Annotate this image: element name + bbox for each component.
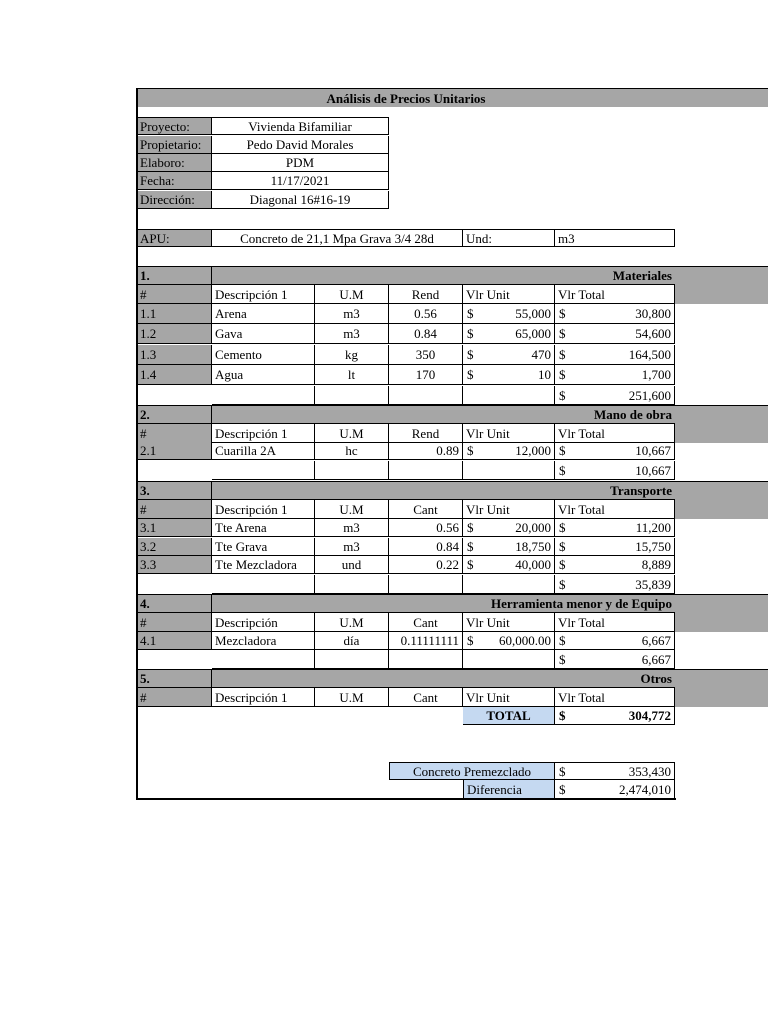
currency-symbol: $	[559, 763, 566, 779]
item-quantity[interactable]: 0.11111111	[389, 632, 463, 650]
section-band-extension	[675, 285, 768, 304]
item-unit-price	[463, 556, 555, 574]
column-header: Vlr Total	[555, 424, 675, 443]
item-description[interactable]: Agua	[212, 365, 315, 385]
amount-value: 470	[531, 347, 551, 362]
info-value[interactable]: PDM	[212, 154, 389, 172]
section-band-extension	[675, 405, 768, 424]
column-header: Descripción	[212, 613, 315, 632]
item-quantity[interactable]: 0.56	[389, 304, 463, 324]
info-value[interactable]: 11/17/2021	[212, 172, 389, 190]
column-header: Vlr Unit	[463, 424, 555, 443]
item-number: 3.1	[137, 519, 212, 537]
amount-value: 54,600	[635, 326, 671, 341]
item-quantity[interactable]: 170	[389, 365, 463, 385]
apu-label: APU:	[137, 229, 212, 247]
currency-symbol: $	[559, 576, 566, 592]
amount-value: 65,000	[515, 326, 551, 341]
section-title: Materiales	[212, 266, 675, 285]
item-number: 2.1	[137, 442, 212, 460]
column-header: U.M	[315, 688, 389, 707]
amount-value: 304,772	[628, 708, 671, 723]
item-unit[interactable]: día	[315, 632, 389, 650]
column-header: Descripción 1	[212, 285, 315, 304]
comparison-label: Diferencia	[463, 780, 555, 799]
column-header: Vlr Unit	[463, 285, 555, 304]
sheet-title: Análisis de Precios Unitarios	[137, 88, 675, 107]
currency-symbol: $	[467, 326, 474, 341]
item-total	[555, 556, 675, 574]
column-header: #	[137, 424, 212, 443]
column-header: U.M	[315, 613, 389, 632]
section-band-extension	[675, 669, 768, 688]
currency-symbol: $	[467, 443, 474, 458]
info-label: Fecha:	[137, 172, 212, 190]
empty-cell	[389, 575, 463, 594]
column-header: #	[137, 688, 212, 707]
currency-symbol: $	[467, 520, 474, 535]
item-unit[interactable]: m3	[315, 304, 389, 324]
amount-value: 10,667	[635, 462, 671, 478]
total-label: TOTAL	[463, 706, 555, 725]
empty-cell	[463, 461, 555, 480]
currency-symbol: $	[559, 520, 566, 535]
amount-value: 10,667	[635, 443, 671, 458]
item-quantity[interactable]: 0.22	[389, 556, 463, 574]
column-header: #	[137, 613, 212, 632]
item-number: 1.4	[137, 365, 212, 385]
item-unit-price	[463, 442, 555, 460]
section-number: 4.	[137, 594, 212, 613]
column-header: Descripción 1	[212, 500, 315, 519]
item-number: 4.1	[137, 632, 212, 650]
item-unit-price	[463, 519, 555, 537]
column-header: Vlr Unit	[463, 500, 555, 519]
item-total	[555, 365, 675, 385]
currency-symbol: $	[559, 347, 566, 362]
amount-value: 353,430	[628, 763, 671, 779]
info-value[interactable]: Vivienda Bifamiliar	[212, 117, 389, 135]
column-header: Vlr Unit	[463, 688, 555, 707]
amount-value: 55,000	[515, 306, 551, 321]
section-number: 1.	[137, 266, 212, 285]
currency-symbol: $	[467, 557, 474, 572]
item-unit-price	[463, 324, 555, 344]
item-total	[555, 519, 675, 537]
amount-value: 8,889	[641, 557, 671, 572]
currency-symbol: $	[467, 347, 474, 362]
item-unit-price	[463, 538, 555, 556]
empty-cell	[315, 650, 389, 669]
column-header: Cant	[389, 500, 463, 519]
currency-symbol: $	[559, 557, 566, 572]
item-quantity[interactable]: 350	[389, 345, 463, 365]
section-band-extension	[675, 481, 768, 500]
section-title: Transporte	[212, 481, 675, 500]
item-quantity[interactable]: 0.84	[389, 324, 463, 344]
empty-cell	[389, 461, 463, 480]
item-description[interactable]: Gava	[212, 324, 315, 344]
item-unit-price	[463, 365, 555, 385]
amount-value: 20,000	[515, 520, 551, 535]
item-unit[interactable]: und	[315, 556, 389, 574]
item-total	[555, 632, 675, 650]
section-band-extension	[675, 594, 768, 613]
column-header: Vlr Unit	[463, 613, 555, 632]
currency-symbol: $	[559, 539, 566, 554]
comparison-value	[555, 762, 675, 780]
section-band-extension	[675, 266, 768, 285]
info-label: Elaboro:	[137, 154, 212, 172]
item-unit[interactable]: kg	[315, 345, 389, 365]
amount-value: 40,000	[515, 557, 551, 572]
amount-value: 2,474,010	[619, 781, 671, 797]
item-unit[interactable]: hc	[315, 442, 389, 460]
column-header: Cant	[389, 688, 463, 707]
empty-cell	[463, 386, 555, 405]
column-header: Descripción 1	[212, 424, 315, 443]
info-value[interactable]: Diagonal 16#16-19	[212, 191, 389, 209]
item-unit-price	[463, 632, 555, 650]
column-header: #	[137, 500, 212, 519]
section-band-extension	[675, 500, 768, 519]
section-subtotal	[555, 575, 675, 594]
item-quantity[interactable]: 0.56	[389, 519, 463, 537]
sheet-left-border	[136, 88, 138, 800]
section-band-extension	[675, 424, 768, 443]
empty-cell	[315, 575, 389, 594]
section-title: Mano de obra	[212, 405, 675, 424]
info-value[interactable]: Pedo David Morales	[212, 136, 389, 154]
currency-symbol: $	[467, 306, 474, 321]
item-number: 1.2	[137, 324, 212, 344]
column-header: Vlr Total	[555, 285, 675, 304]
column-header: Vlr Total	[555, 500, 675, 519]
comparison-value	[555, 780, 675, 799]
section-number: 3.	[137, 481, 212, 500]
empty-cell	[212, 461, 315, 480]
item-number: 3.3	[137, 556, 212, 574]
column-header: Vlr Total	[555, 688, 675, 707]
currency-symbol: $	[559, 633, 566, 648]
empty-cell	[212, 386, 315, 405]
empty-cell	[463, 575, 555, 594]
currency-symbol: $	[559, 462, 566, 478]
section-band-extension	[675, 613, 768, 632]
currency-symbol: $	[467, 539, 474, 554]
item-unit[interactable]: m3	[315, 324, 389, 344]
column-header: U.M	[315, 424, 389, 443]
section-title: Otros	[212, 669, 675, 688]
item-unit[interactable]: m3	[315, 538, 389, 556]
section-title: Herramienta menor y de Equipo	[212, 594, 675, 613]
section-band-extension	[675, 688, 768, 707]
item-unit[interactable]: lt	[315, 365, 389, 385]
section-subtotal	[555, 650, 675, 669]
item-number: 3.2	[137, 538, 212, 556]
title-band-extension	[675, 88, 768, 107]
item-number: 1.3	[137, 345, 212, 365]
column-header: Rend	[389, 285, 463, 304]
currency-symbol: $	[559, 326, 566, 341]
empty-cell	[212, 650, 315, 669]
sheet-bottom-border	[136, 798, 676, 800]
item-total	[555, 304, 675, 324]
currency-symbol: $	[467, 633, 474, 648]
item-total	[555, 538, 675, 556]
info-label: Propietario:	[137, 136, 212, 154]
currency-symbol: $	[559, 651, 566, 667]
amount-value: 164,500	[628, 347, 671, 362]
item-number: 1.1	[137, 304, 212, 324]
amount-value: 60,000.00	[499, 633, 551, 648]
item-description[interactable]: Cemento	[212, 345, 315, 365]
item-description[interactable]: Cuarilla 2A	[212, 442, 315, 460]
apu-unit-value[interactable]: m3	[555, 229, 675, 247]
item-unit[interactable]: m3	[315, 519, 389, 537]
amount-value: 6,667	[641, 651, 671, 667]
item-total	[555, 442, 675, 460]
comparison-label: Concreto Premezclado	[389, 762, 555, 780]
column-header: Cant	[389, 613, 463, 632]
item-total	[555, 324, 675, 344]
empty-cell	[212, 575, 315, 594]
empty-cell	[463, 650, 555, 669]
grand-total	[555, 706, 675, 725]
item-description[interactable]: Mezcladora	[212, 632, 315, 650]
item-quantity[interactable]: 0.84	[389, 538, 463, 556]
currency-symbol: $	[559, 387, 566, 403]
apu-unit-label: Und:	[463, 229, 555, 247]
item-description[interactable]: Tte Grava	[212, 538, 315, 556]
currency-symbol: $	[559, 306, 566, 321]
currency-symbol: $	[559, 443, 566, 458]
empty-cell	[389, 650, 463, 669]
item-unit-price	[463, 304, 555, 324]
amount-value: 18,750	[515, 539, 551, 554]
item-description[interactable]: Tte Mezcladora	[212, 556, 315, 574]
currency-symbol: $	[559, 708, 566, 723]
currency-symbol: $	[559, 367, 566, 382]
amount-value: 12,000	[515, 443, 551, 458]
item-quantity[interactable]: 0.89	[389, 442, 463, 460]
amount-value: 30,800	[635, 306, 671, 321]
info-label: Dirección:	[137, 191, 212, 209]
empty-cell	[315, 461, 389, 480]
amount-value: 251,600	[628, 387, 671, 403]
column-header: Descripción 1	[212, 688, 315, 707]
apu-description[interactable]: Concreto de 21,1 Mpa Grava 3/4 28d	[212, 229, 463, 247]
item-total	[555, 345, 675, 365]
item-unit-price	[463, 345, 555, 365]
section-subtotal	[555, 386, 675, 405]
section-number: 2.	[137, 405, 212, 424]
column-header: U.M	[315, 500, 389, 519]
section-number: 5.	[137, 669, 212, 688]
empty-cell	[389, 386, 463, 405]
amount-value: 1,700	[641, 367, 671, 382]
amount-value: 6,667	[641, 633, 671, 648]
amount-value: 15,750	[635, 539, 671, 554]
item-description[interactable]: Tte Arena	[212, 519, 315, 537]
column-header: Rend	[389, 424, 463, 443]
empty-cell	[315, 386, 389, 405]
amount-value: 11,200	[635, 520, 671, 535]
currency-symbol: $	[559, 781, 566, 797]
currency-symbol: $	[467, 367, 474, 382]
column-header: #	[137, 285, 212, 304]
amount-value: 35,839	[635, 576, 671, 592]
column-header: Vlr Total	[555, 613, 675, 632]
amount-value: 10	[538, 367, 551, 382]
section-subtotal	[555, 461, 675, 480]
item-description[interactable]: Arena	[212, 304, 315, 324]
info-label: Proyecto:	[137, 117, 212, 135]
column-header: U.M	[315, 285, 389, 304]
